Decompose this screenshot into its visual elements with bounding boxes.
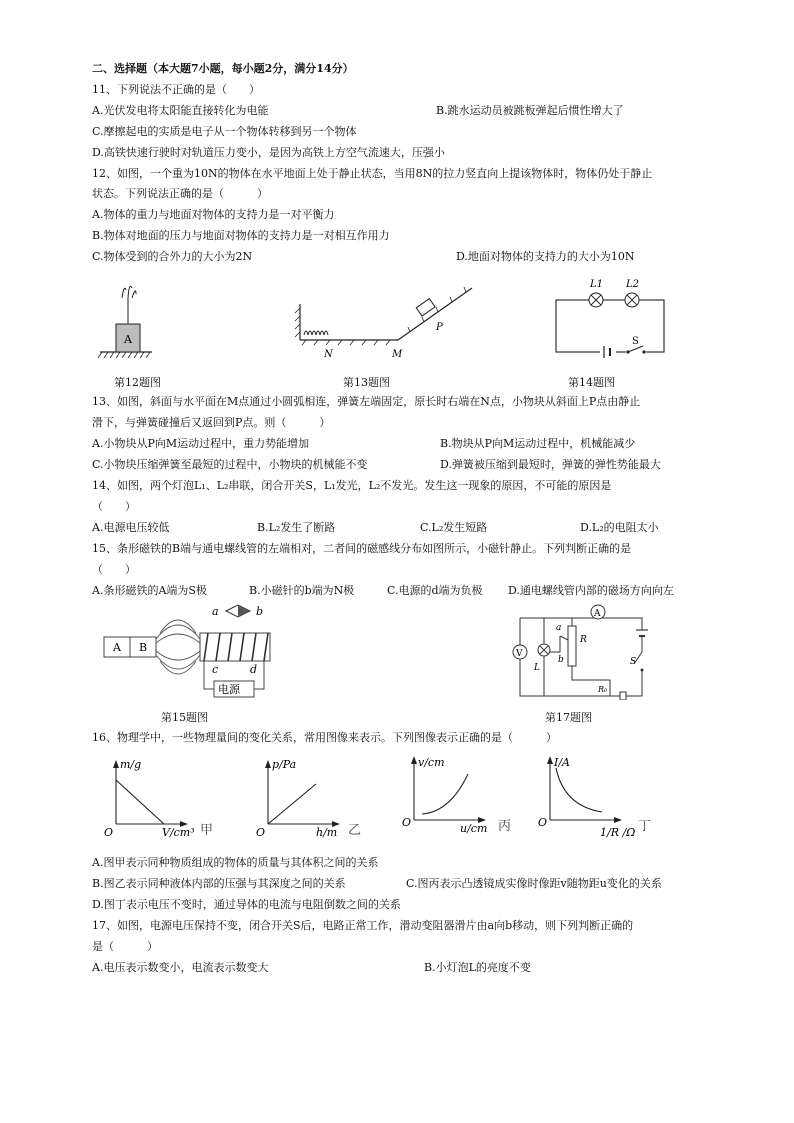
q14-option-c[interactable]: C.L₂发生短路 (420, 521, 488, 534)
q11-option-a[interactable]: A.光伏发电将太阳能直接转化为电能 (92, 104, 269, 117)
q11-option-d[interactable]: D.高铁快速行驶时对轨道压力变小，是因为高铁上方空气流速大，压强小 (92, 146, 445, 159)
fig17-switch-label: S (630, 657, 637, 667)
graph-jia-tag: 甲 (200, 823, 214, 838)
fig15-magnet-a: A (113, 641, 121, 654)
q15-option-b[interactable]: B.小磁针的b端为N极 (249, 584, 355, 597)
q14-option-b[interactable]: B.L₂发生了断路 (257, 521, 336, 534)
graph-ding-ylabel: I/A (554, 756, 570, 769)
fig14-label-l2: L2 (626, 279, 640, 290)
fig15-magnet-b: B (139, 641, 148, 654)
q17-option-b[interactable]: B.小灯泡L的亮度不变 (424, 961, 531, 974)
fig17-ammeter-label: A (594, 609, 601, 619)
q15-stem-line2: （ ） (92, 563, 136, 576)
figure-12 (96, 276, 156, 360)
graph-jia-xlabel: V/cm³ (162, 826, 195, 839)
q16-option-c[interactable]: C.图丙表示凸透镜成实像时像距v随物距u变化的关系 (406, 877, 662, 890)
fig12-caption: 第12题图 (114, 376, 161, 389)
fig17-point-a: a (556, 623, 562, 633)
graph-yi-origin: O (256, 826, 266, 839)
graph-ding (538, 752, 658, 842)
figure-14 (552, 274, 672, 358)
fig15-needle-b: b (256, 605, 264, 618)
graph-bing-tag: 丙 (498, 819, 512, 834)
graph-yi-xlabel: h/m (316, 826, 338, 839)
figure-17 (510, 600, 650, 700)
q14-stem-line2: （ ） (92, 500, 136, 513)
q12-option-b[interactable]: B.物体对地面的压力与地面对物体的支持力是一对相互作用力 (92, 229, 390, 242)
fig17-voltmeter-label: V (516, 649, 523, 659)
q15-option-a[interactable]: A.条形磁铁的A端为S极 (92, 584, 207, 597)
q16-option-b[interactable]: B.图乙表示同种液体内部的压强与其深度之间的关系 (92, 877, 346, 890)
fig17-caption: 第17题图 (545, 711, 592, 724)
q15-option-d[interactable]: D.通电螺线管内部的磁场方向向左 (508, 584, 674, 597)
graph-ding-xlabel: 1/R /Ω (600, 826, 636, 839)
q12-option-a[interactable]: A.物体的重力与地面对物体的支持力是一对平衡力 (92, 208, 335, 221)
q17-option-a[interactable]: A.电压表示数变小，电流表示数变大 (92, 961, 269, 974)
q16-option-d[interactable]: D.图丁表示电压不变时，通过导体的电流与电阻倒数之间的关系 (92, 898, 401, 911)
q14-stem-line1: 14、如图，两个灯泡L₁、L₂串联，闭合开关S，L₁发光，L₂不发光。发生这一现象的原因，不可能的原因是 (92, 479, 612, 492)
q14-option-d[interactable]: D.L₂的电阻太小 (580, 521, 659, 534)
q11-option-b[interactable]: B.跳水运动员被跳板弹起后惯性增大了 (436, 104, 624, 117)
fig13-label-n: N (324, 349, 333, 360)
q11-option-c[interactable]: C.摩擦起电的实质是电子从一个物体转移到另一个物体 (92, 125, 357, 138)
fig14-caption: 第14题图 (568, 376, 615, 389)
graph-bing (402, 752, 518, 836)
fig13-label-m: M (392, 349, 403, 360)
graph-jia-ylabel: m/g (120, 758, 142, 771)
fig15-coil-c: c (212, 663, 219, 676)
fig17-r0-label: R₀ (598, 685, 608, 694)
q16-option-a[interactable]: A.图甲表示同种物质组成的物体的质量与其体积之间的关系 (92, 856, 379, 869)
q11-stem: 11、下列说法不正确的是（ ） (92, 83, 260, 96)
figure-15 (100, 603, 296, 703)
fig17-rheostat-label: R (580, 635, 587, 645)
graph-ding-tag: 丁 (638, 819, 652, 834)
section-title: 二、选择题（本大题7小题，每小题2分，满分14分） (92, 62, 354, 75)
figure-13 (294, 282, 478, 362)
graph-bing-origin: O (402, 816, 412, 829)
q13-option-b[interactable]: B.物块从P向M运动过程中，机械能减少 (440, 437, 636, 450)
q17-stem-line2: 是（ ） (92, 940, 158, 953)
q13-option-a[interactable]: A.小物块从P向M运动过程中，重力势能增加 (92, 437, 310, 450)
q14-option-a[interactable]: A.电源电压较低 (92, 521, 170, 534)
q12-stem-line2: 状态。下列说法正确的是（ ） (92, 187, 268, 200)
q13-stem-line2: 滑下，与弹簧碰撞后又返回到P点。则（ ） (92, 416, 331, 429)
graph-yi-tag: 乙 (348, 823, 362, 838)
q12-stem-line1: 12、如图，一个重为10N的物体在水平地面上处于静止状态，当用8N的拉力竖直向上提该物体时，物体仍处于静止 (92, 167, 653, 180)
graph-bing-ylabel: v/cm (418, 756, 445, 769)
fig13-label-p: P (436, 322, 443, 333)
fig15-coil-d: d (250, 663, 258, 676)
fig17-lamp-label: L (534, 663, 540, 673)
graph-bing-xlabel: u/cm (460, 822, 488, 835)
fig14-label-l1: L1 (590, 279, 604, 290)
graph-ding-origin: O (538, 816, 548, 829)
q13-option-c[interactable]: C.小物块压缩弹簧至最短的过程中，小物块的机械能不变 (92, 458, 368, 471)
q15-option-c[interactable]: C.电源的d端为负极 (387, 584, 483, 597)
fig15-needle-a: a (212, 605, 219, 618)
fig15-caption: 第15题图 (161, 711, 208, 724)
graph-jia-origin: O (104, 826, 114, 839)
graph-jia (104, 756, 214, 840)
fig15-power-label: 电源 (218, 683, 240, 696)
q17-stem-line1: 17、如图，电源电压保持不变，闭合开关S后，电路正常工作，滑动变阻器滑片由a向b移动，则下列判断正确的 (92, 919, 634, 932)
q15-stem-line1: 15、条形磁铁的B端与通电螺线管的左端相对，二者间的磁感线分布如图所示，小磁针静止。下列判断正确的是 (92, 542, 632, 555)
q16-stem: 16、物理学中，一些物理量间的变化关系，常用图像来表示。下列图像表示正确的是（ ） (92, 731, 557, 744)
graph-yi-ylabel: p/Pa (272, 758, 297, 771)
q13-option-d[interactable]: D.弹簧被压缩到最短时，弹簧的弹性势能最大 (440, 458, 661, 471)
fig13-caption: 第13题图 (343, 376, 390, 389)
fig12-block-label: A (124, 333, 132, 346)
q12-option-d[interactable]: D.地面对物体的支持力的大小为10N (456, 250, 635, 263)
fig14-label-s: S (632, 336, 639, 347)
fig17-point-b: b (558, 655, 564, 665)
graph-yi (256, 756, 366, 840)
q12-option-c[interactable]: C.物体受到的合外力的大小为2N (92, 250, 253, 263)
q13-stem-line1: 13、如图，斜面与水平面在M点通过小圆弧相连，弹簧左端固定，原长时右端在N点，小物块从斜面上P点由静止 (92, 395, 641, 408)
